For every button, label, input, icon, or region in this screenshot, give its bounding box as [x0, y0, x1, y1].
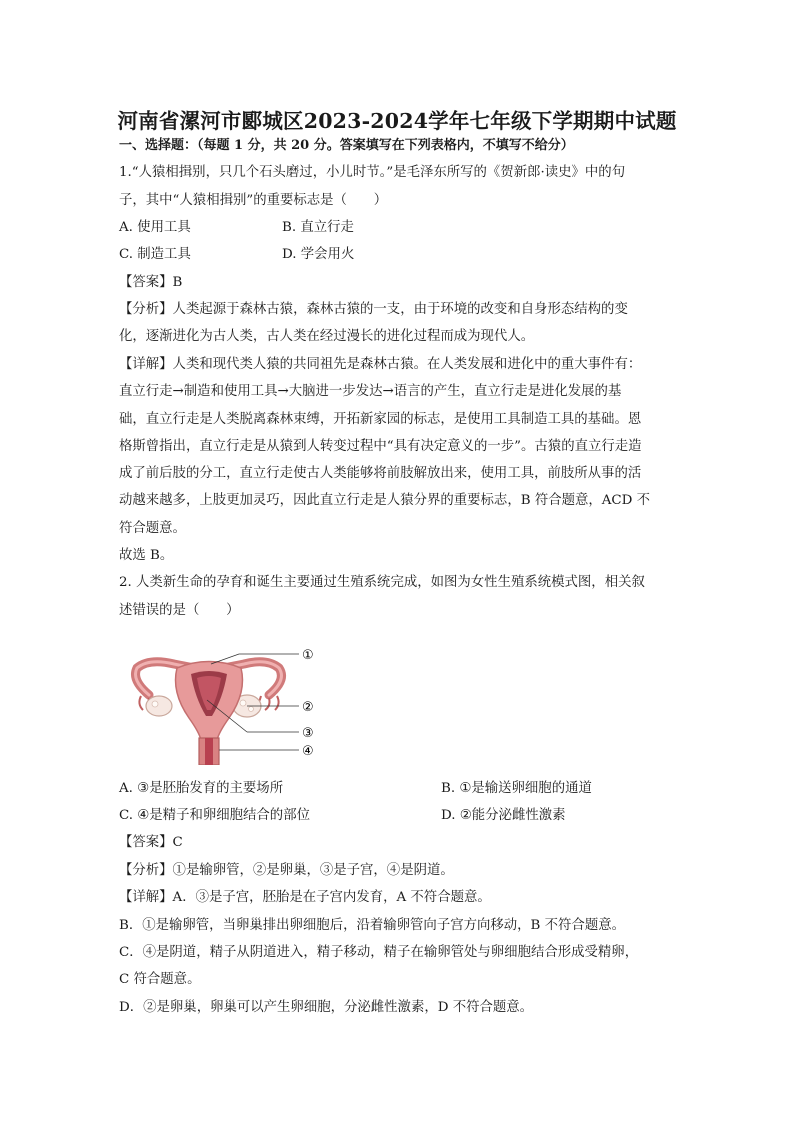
q2-answer: 【答案】C — [119, 835, 183, 850]
figure-label-1: ① — [302, 648, 314, 663]
q1-detail-line-3: 础，直立行走是人类脱离森林束缚，开拓新家园的标志，是使用工具制造工具的基础。恩 — [119, 412, 642, 427]
figure-label-2: ② — [302, 700, 314, 715]
q2-analysis: 【分析】①是输卵管，②是卵巢，③是子宫，④是阴道。 — [119, 863, 454, 878]
q1-detail-line-4: 格斯曾指出，直立行走是从猿到人转变过程中“具有决定意义的一步”。古猿的直立行走造 — [119, 439, 642, 454]
q1-option-d: D. 学会用火 — [282, 247, 355, 262]
q1-conclusion: 故选 B。 — [119, 548, 174, 563]
q2-option-a: A. ③是胚胎发育的主要场所 — [119, 781, 284, 796]
q2-stem-line-1: 2. 人类新生命的孕育和诞生主要通过生殖系统完成，如图为女性生殖系统模式图，相关叙 — [119, 575, 645, 590]
q1-option-a: A. 使用工具 — [119, 220, 191, 235]
q2-detail-line-3: C．④是阴道，精子从阴道进入，精子移动，精子在输卵管处与卵细胞结合形成受精卵， — [119, 945, 639, 960]
figure-label-3: ③ — [302, 726, 314, 741]
left-ovary — [146, 696, 172, 716]
q1-detail-line-2: 直立行走→制造和使用工具→大脑进一步发达→语言的产生，直立行走是进化发展的基 — [119, 384, 622, 399]
exam-title: 河南省漯河市郾城区2023-2024学年七年级下学期期中试题 — [117, 109, 677, 133]
q1-option-b: B. 直立行走 — [282, 220, 354, 235]
q2-stem-line-2: 述错误的是（ ） — [119, 603, 240, 618]
q1-option-c: C. 制造工具 — [119, 247, 191, 262]
q2-detail-line-1: 【详解】A．③是子宫，胚胎是在子宫内发育，A 不符合题意。 — [119, 890, 491, 905]
q1-stem-line-2: 子，其中“人猿相揖别”的重要标志是（ ） — [119, 193, 388, 208]
q2-option-c: C. ④是精子和卵细胞结合的部位 — [119, 808, 310, 823]
female-reproductive-system-figure — [119, 640, 329, 765]
q1-stem-line-1: 1.“人猿相揖别，只几个石头磨过，小儿时节。”是毛泽东所写的《贺新郎·读史》中的句 — [119, 165, 626, 180]
q1-analysis-line-2: 化，逐渐进化为古人类，古人类在经过漫长的进化过程而成为现代人。 — [119, 329, 535, 344]
q1-detail-line-6: 动越来越多，上肢更加灵巧，因此直立行走是人猿分界的重要标志，B 符合题意，ACD 不 — [119, 493, 651, 508]
q2-option-d: D. ②能分泌雌性激素 — [441, 808, 566, 823]
q1-analysis-line-1: 【分析】人类起源于森林古猿，森林古猿的一支，由于环境的改变和自身形态结构的变 — [119, 302, 628, 317]
q1-detail-line-7: 符合题意。 — [119, 521, 186, 536]
q2-option-b: B. ①是输送卵细胞的通道 — [441, 781, 592, 796]
q2-detail-line-5: D．②是卵巢，卵巢可以产生卵细胞，分泌雌性激素，D 不符合题意。 — [119, 1000, 534, 1015]
q1-detail-line-1: 【详解】人类和现代类人猿的共同祖先是森林古猿。在人类发展和进化中的重大事件有： — [119, 357, 642, 372]
section-heading: 一、选择题：（每题 1 分，共 20 分。答案填写在下列表格内，不填写不给分） — [119, 138, 574, 153]
figure-label-4: ④ — [302, 744, 314, 759]
q1-detail-line-5: 成了前后肢的分工，直立行走使古人类能够将前肢解放出来，使用工具，前肢所从事的活 — [119, 466, 642, 481]
q1-answer: 【答案】B — [119, 275, 183, 290]
q2-detail-line-4: C 符合题意。 — [119, 972, 201, 987]
q2-detail-line-2: B．①是输卵管，当卵巢排出卵细胞后，沿着输卵管向子宫方向移动，B 不符合题意。 — [119, 918, 625, 933]
